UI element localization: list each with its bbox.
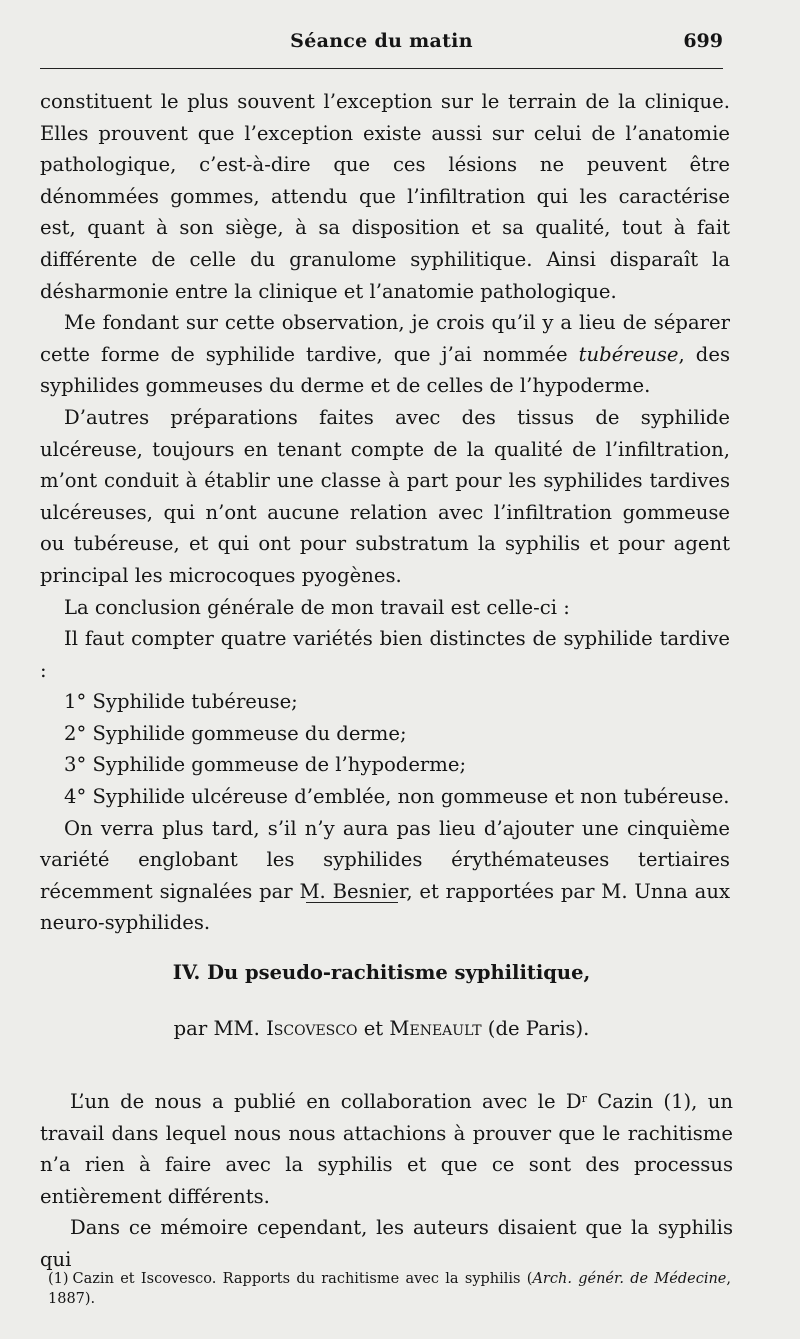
paragraph-text: Cazin (1), un travail dans lequel nous nous attachions à prouver que le rachitisme n’a rien à faire avec la syphilis et que ce sont des processus entièrement différents. xyxy=(40,1090,733,1208)
main-text xyxy=(40,86,730,939)
author-name: Iscovesco xyxy=(266,1017,358,1040)
running-head xyxy=(40,30,723,60)
paragraph-varieties: Il faut compter quatre variétés bien distinctes de syphilide tardive : xyxy=(40,627,730,682)
paragraph-text: , des syphilides gommeuses du derme et de celles de l’hypoderme. xyxy=(40,342,731,398)
paragraph-continued: constituent le plus souvent l’exception sur le terrain de la clinique. Elles prouvent que l’exception existe aussi sur celui de l’anatomie pathologique, c’est-à-dire que ces lésions ne peuvent être dénommées gommes, attendu que l’infiltration qui les caractérise est, quant à son siège, à sa disposition et sa qualité, tout à fait différente de celle du granulome syphilitique. Ainsi disparaît la désharmonie entre la clinique et l’anatomie pathologique. xyxy=(40,90,730,303)
paragraph-future: On verra plus tard, s’il n’y aura pas lieu d’ajouter une cinquième variété englobant les syphilides érythémateuses tertiaires récemment signalées par M. Besnier, et rapportées par M. Unna aux neuro-syphilides. xyxy=(40,816,730,935)
header-rule xyxy=(40,68,723,69)
list-item: 3° Syphilide gommeuse de l’hypoderme; xyxy=(64,753,467,777)
paragraph-tubereuse xyxy=(40,307,730,402)
byline-par: par MM. xyxy=(173,1017,260,1040)
running-title: Séance du matin xyxy=(290,30,473,52)
footnote-text: Cazin et Iscovesco. Rapports du rachitisme avec la syphilis ( xyxy=(72,1271,533,1287)
footnote-text: , 1887). xyxy=(48,1271,731,1307)
section-text xyxy=(40,1083,733,1275)
paragraph-text: Me fondant sur cette observation, je crois qu’il y a lieu de séparer cette forme de syphilide tardive, que j’ai nommée xyxy=(40,311,730,366)
paragraph-memoire: Dans ce mémoire cependant, les auteurs disaient que la syphilis qui xyxy=(40,1216,733,1271)
byline-place: (de Paris). xyxy=(487,1017,590,1040)
section-byline xyxy=(40,1017,723,1040)
byline-et: et xyxy=(363,1017,384,1040)
footnote-mark: (1) xyxy=(48,1271,69,1287)
list-item: 2° Syphilide gommeuse du derme; xyxy=(64,721,407,745)
page-number: 699 xyxy=(683,30,723,52)
paragraph-intro xyxy=(40,1083,733,1212)
list-item: 4° Syphilide ulcéreuse d’emblée, non gommeuse et non tubéreuse. xyxy=(64,785,730,809)
paragraph-text: L’un de nous a publié en collaboration avec le D xyxy=(70,1090,582,1113)
italic-term: tubéreuse xyxy=(578,342,679,366)
superscript: r xyxy=(581,1092,587,1105)
paragraph-conclusion: La conclusion générale de mon travail est celle-ci : xyxy=(64,595,570,619)
section-heading: IV. Du pseudo-rachitisme syphilitique, xyxy=(172,961,591,984)
paragraph-ulcereuse: D’autres préparations faites avec des tissus de syphilide ulcéreuse, toujours en tenant compte de la qualité de l’infiltration, m’ont conduit à établir une classe à part pour les syphilides tardives ulcéreuses, qui n’ont aucune relation avec l’infiltration gommeuse ou tubéreuse, et qui ont pour substratum la syphilis et pour agent principal les microcoques pyogènes. xyxy=(40,405,730,587)
section-divider xyxy=(306,902,398,903)
list-item: 1° Syphilide tubéreuse; xyxy=(64,690,298,714)
footnote-journal: Arch. génér. de Médecine xyxy=(532,1271,727,1287)
footnote xyxy=(48,1269,731,1309)
author-name: Meneault xyxy=(389,1017,482,1040)
